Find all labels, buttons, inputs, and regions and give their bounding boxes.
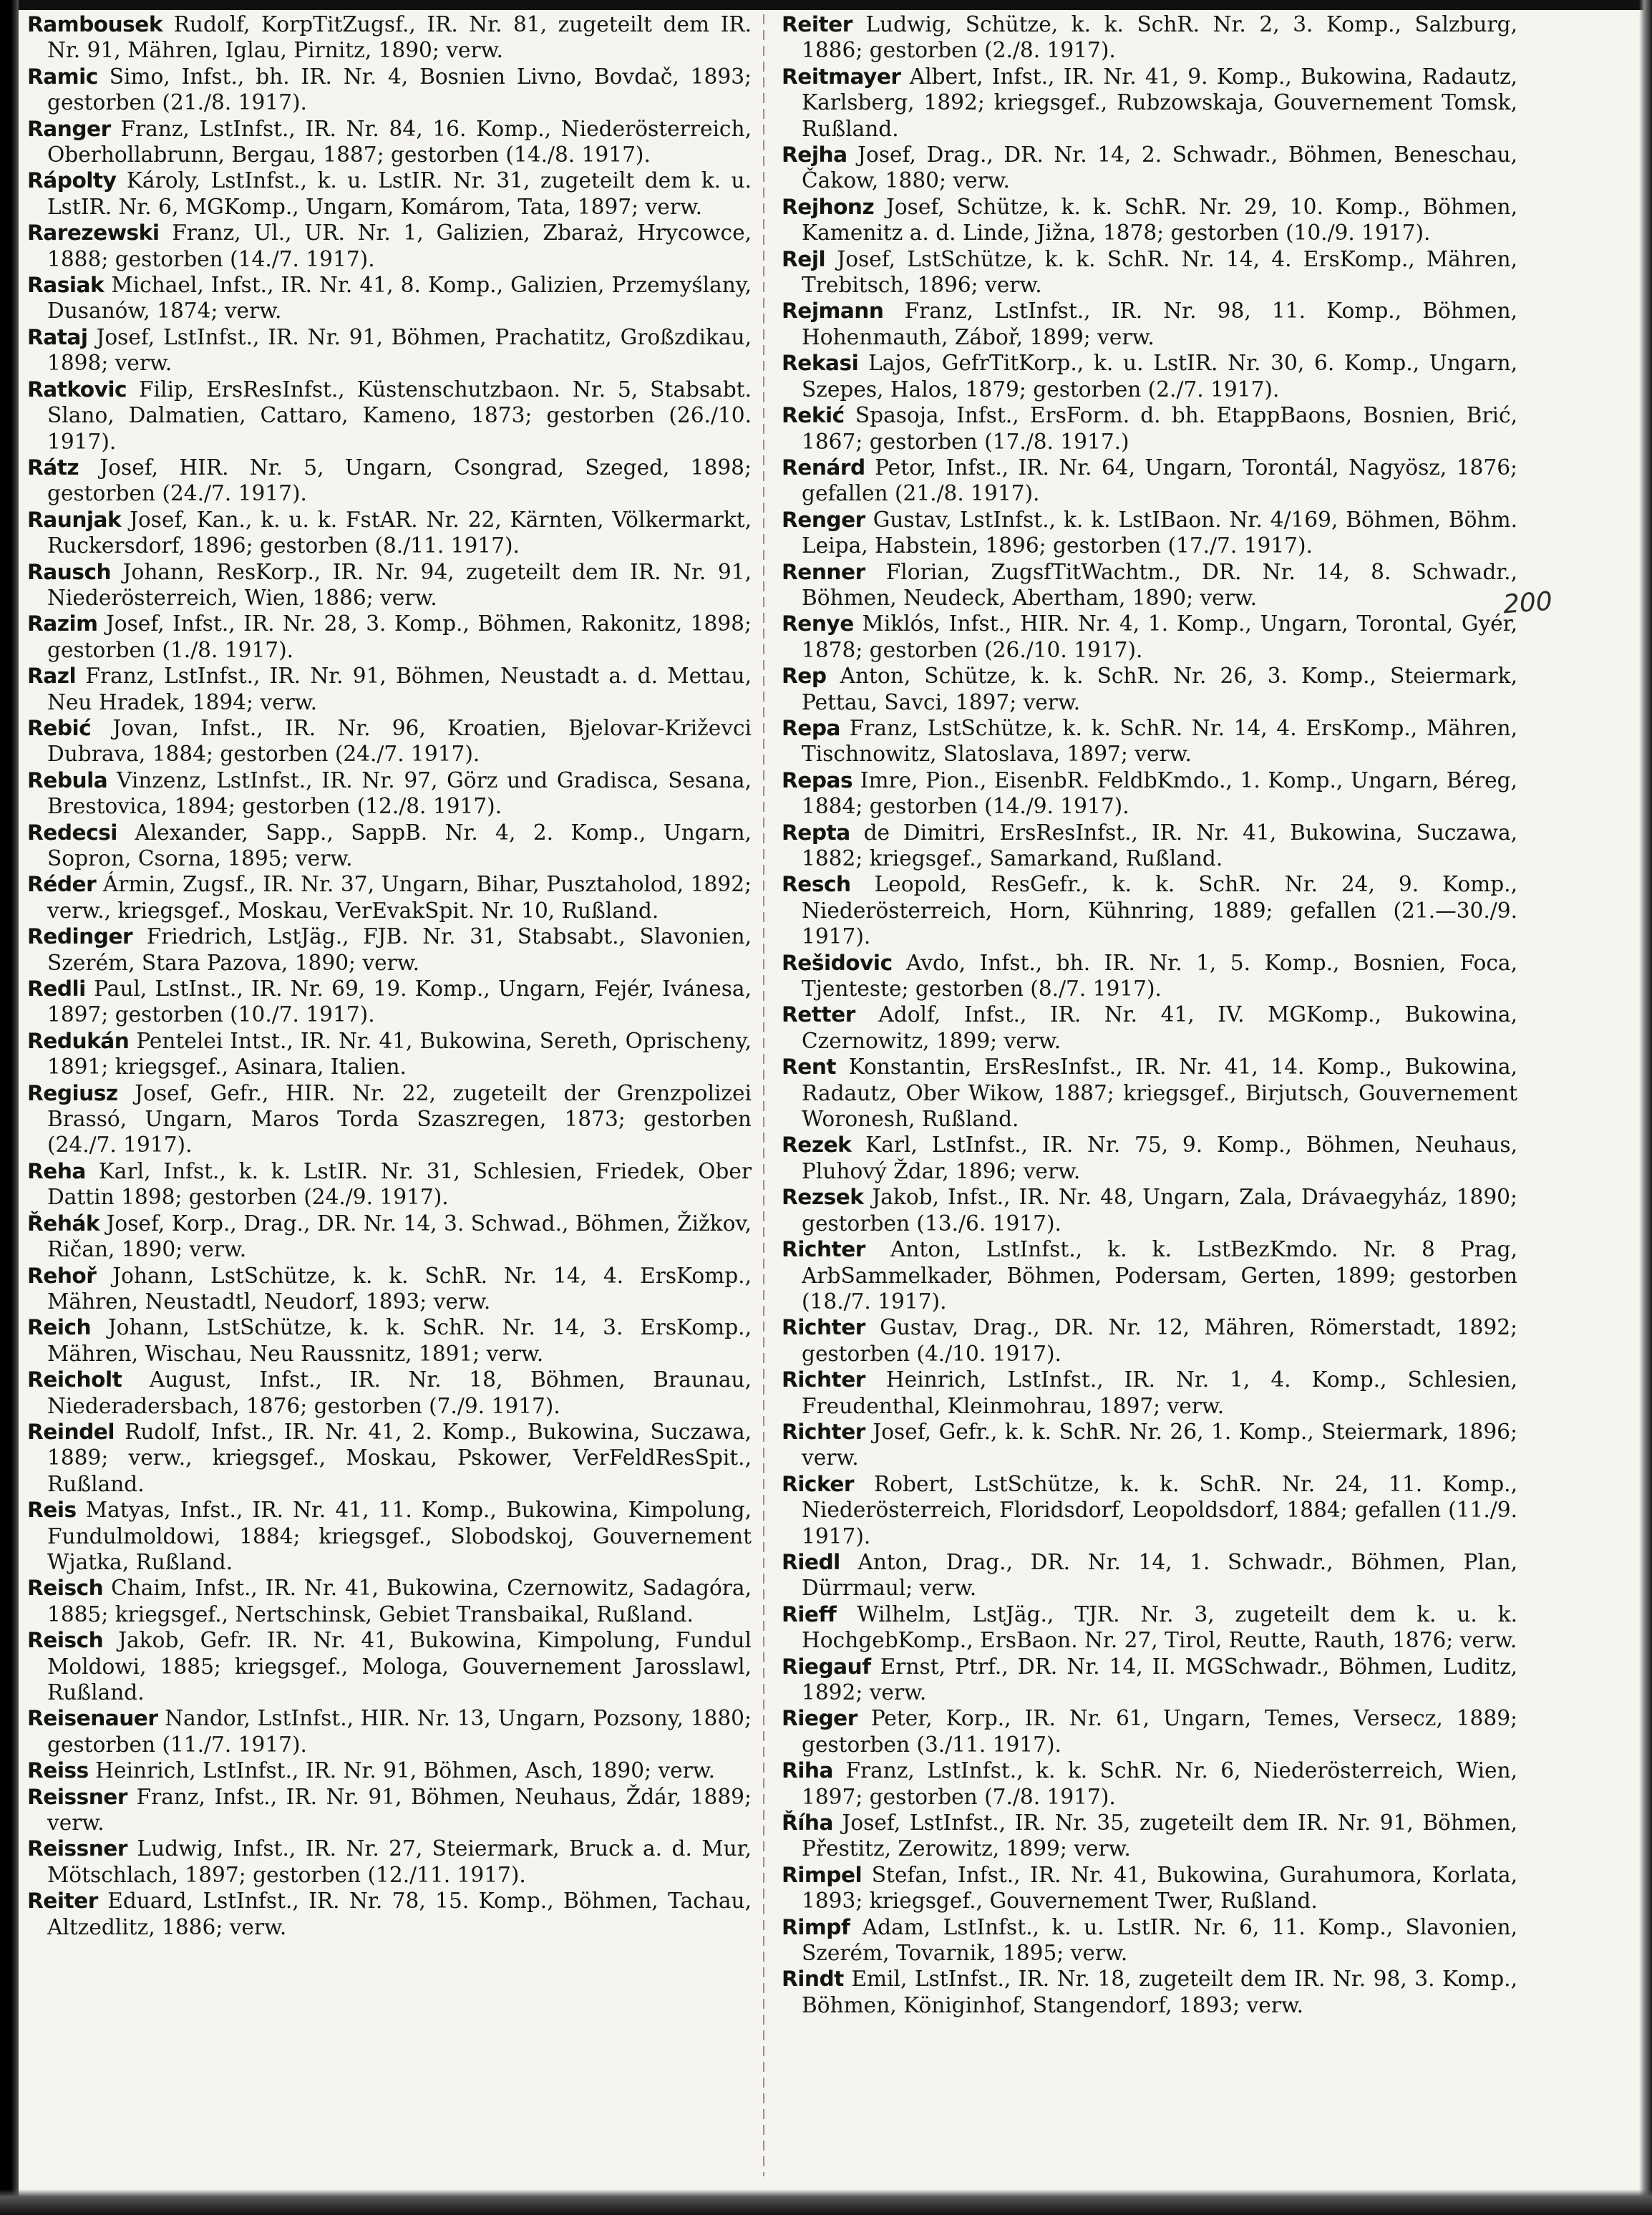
entry-surname: Rešidovic (782, 950, 893, 975)
entry-details: August, Infst., IR. Nr. 18, Böhmen, Braunau, Niederadersbach, 1876; gestorben (7./9. 1917). (47, 1367, 752, 1418)
entry-details: Josef, Kan., k. u. k. FstAR. Nr. 22, Kärnten, Völkermarkt, Ruckersdorf, 1896; gestorben (8./11. 1917). (47, 507, 752, 558)
entry-surname: Říha (782, 1811, 833, 1836)
entry-details: Josef, LstSchütze, k. k. SchR. Nr. 14, 4. ErsKomp., Mähren, Trebitsch, 1896; verw. (802, 246, 1517, 298)
entry-surname: Reha (27, 1158, 86, 1183)
list-entry (27, 1888, 752, 1940)
list-entry (782, 1758, 1517, 1810)
list-entry (782, 1236, 1517, 1314)
entry-surname: Richter (782, 1237, 865, 1262)
entry-details: Franz, LstInfst., IR. Nr. 84, 16. Komp., Niederösterreich, Oberhollabrunn, Bergau, 1887; gestorben (14./8. 1917). (47, 116, 752, 168)
entry-details: Ármin, Zugsf., IR. Nr. 37, Ungarn, Bihar, Pusztaholod, 1892; verw., kriegsgef., Moskau, VerEvakSpit. Nr. 10, Rußland. (47, 872, 752, 923)
entry-details: Heinrich, LstInfst., IR. Nr. 91, Böhmen, Asch, 1890; verw. (95, 1758, 716, 1783)
entry-surname: Riegauf (782, 1654, 871, 1679)
scan-edge-bottom (0, 2189, 1652, 2215)
entry-surname: Reitmayer (782, 64, 901, 89)
entry-surname: Rebula (27, 767, 108, 793)
list-entry (782, 1654, 1517, 1706)
entry-details: Avdo, Infst., bh. IR. Nr. 1, 5. Komp., Bosnien, Foca, Tjenteste; gestorben (8./7. 1917). (802, 950, 1517, 1002)
entry-details: Spasoja, Infst., ErsForm. d. bh. EtappBaons, Bosnien, Brić, 1867; gestorben (17./8. 1917.) (802, 403, 1517, 454)
entry-details: Johann, ResKorp., IR. Nr. 94, zugeteilt dem IR. Nr. 91, Niederösterreich, Wien, 1886; verw. (47, 559, 752, 610)
entry-details: Josef, Schütze, k. k. SchR. Nr. 29, 10. Komp., Böhmen, Kamenitz a. d. Linde, Jižna, 1878; gestorben (10./9. 1917). (802, 194, 1517, 246)
entry-surname: Reicholt (27, 1367, 122, 1392)
entry-details: Franz, Ul., UR. Nr. 1, Galizien, Zbaraż, Hrycowce, 1888; gestorben (14./7. 1917). (47, 220, 752, 271)
entry-surname: Reisenauer (27, 1706, 158, 1731)
list-entry (782, 64, 1517, 142)
list-entry (782, 767, 1517, 820)
list-entry (27, 64, 752, 116)
list-entry (782, 950, 1517, 1002)
entry-surname: Řehák (27, 1211, 100, 1236)
list-entry (27, 1627, 752, 1705)
entry-details: Peter, Korp., IR. Nr. 61, Ungarn, Temes, Versecz, 1889; gestorben (3./11. 1917). (802, 1706, 1517, 1757)
list-entry (782, 455, 1517, 507)
entry-details: Jovan, Infst., IR. Nr. 96, Kroatien, Bjelovar-Križevci Dubrava, 1884; gestorben (24./7. 1917). (47, 715, 752, 767)
entry-surname: Redecsi (27, 820, 117, 845)
entry-surname: Resch (782, 872, 851, 897)
entry-surname: Richter (782, 1367, 865, 1392)
entry-surname: Rieff (782, 1601, 837, 1627)
entry-surname: Razl (27, 664, 77, 689)
list-entry (782, 820, 1517, 872)
entry-surname: Retter (782, 1002, 855, 1027)
list-entry (27, 924, 752, 976)
column-divider (763, 14, 764, 2176)
entry-details: Friedrich, LstJäg., FJB. Nr. 31, Stabsabt., Slavonien, Szerém, Stara Pazova, 1890; verw. (47, 924, 752, 975)
list-entry (782, 559, 1517, 611)
list-entry (782, 1367, 1517, 1419)
list-entry (782, 402, 1517, 455)
entry-surname: Rimpel (782, 1862, 863, 1887)
handwritten-margin-note: 200 (1502, 586, 1554, 620)
list-entry (27, 1419, 752, 1497)
left-column (27, 11, 752, 2131)
entry-details: Stefan, Infst., IR. Nr. 41, Bukowina, Gurahumora, Korlata, 1893; kriegsgef., Gouvernement Twer, Rußland. (802, 1862, 1517, 1914)
entry-surname: Razim (27, 611, 98, 636)
entry-details: Florian, ZugsfTitWachtm., DR. Nr. 14, 8. Schwadr., Böhmen, Neudeck, Abertham, 1890; verw. (802, 559, 1517, 610)
entry-details: Pentelei Intst., IR. Nr. 41, Bukowina, Sereth, Oprischeny, 1891; kriegsgef., Asinara, Italien. (47, 1028, 752, 1080)
entry-surname: Repta (782, 820, 850, 845)
entry-surname: Reich (27, 1315, 92, 1340)
scan-edge-right (1639, 0, 1652, 2215)
list-entry (27, 272, 752, 324)
list-entry (27, 507, 752, 559)
entry-details: Franz, LstInfst., IR. Nr. 91, Böhmen, Neustadt a. d. Mettau, Neu Hradek, 1894; verw. (47, 664, 752, 714)
entry-surname: Reissner (27, 1784, 127, 1809)
list-entry (782, 1314, 1517, 1367)
entry-details: Ernst, Ptrf., DR. Nr. 14, II. MGSchwadr., Böhmen, Luditz, 1892; verw. (802, 1654, 1517, 1705)
entry-surname: Renner (782, 559, 865, 584)
list-entry (782, 871, 1517, 949)
entry-details: Alexander, Sapp., SappB. Nr. 4, 2. Komp., Ungarn, Sopron, Csorna, 1895; verw. (47, 820, 752, 871)
entry-surname: Rimpf (782, 1914, 850, 1939)
entry-details: Franz, Infst., IR. Nr. 91, Böhmen, Neuhaus, Ždár, 1889; verw. (47, 1784, 752, 1836)
list-entry (782, 1601, 1517, 1654)
list-entry (27, 1080, 752, 1158)
entry-surname: Rejl (782, 246, 826, 271)
entry-details: Rudolf, KorpTitZugsf., IR. Nr. 81, zugeteilt dem IR. Nr. 91, Mähren, Iglau, Pirnitz, 1890; verw. (47, 12, 752, 63)
list-entry (782, 1549, 1517, 1601)
entry-surname: Renger (782, 507, 865, 532)
list-entry (27, 1314, 752, 1367)
entry-details: Rudolf, Infst., IR. Nr. 41, 2. Komp., Bukowina, Suczawa, 1889; verw., kriegsgef., Moskau, Pskower, VerFeldResSpit., Rußland. (47, 1419, 752, 1496)
list-entry (27, 559, 752, 611)
entry-details: Nandor, LstInfst., HIR. Nr. 13, Ungarn, Pozsony, 1880; gestorben (11./7. 1917). (47, 1706, 752, 1757)
list-entry (782, 663, 1517, 715)
list-entry (27, 455, 752, 507)
entry-details: Albert, Infst., IR. Nr. 41, 9. Komp., Bukowina, Radautz, Karlsberg, 1892; kriegsgef., Rubzowskaja, Gouvernement Tomsk, Rußland. (802, 64, 1517, 141)
entry-surname: Redinger (27, 924, 133, 949)
entry-details: Michael, Infst., IR. Nr. 41, 8. Komp., Galizien, Przemyślany, Dusanów, 1874; verw. (47, 273, 752, 324)
entry-details: Emil, LstInfst., IR. Nr. 18, zugeteilt dem IR. Nr. 98, 3. Komp., Böhmen, Königinhof, Stangendorf, 1893; verw. (802, 1967, 1517, 2017)
list-entry (782, 1002, 1517, 1054)
entry-surname: Rekić (782, 403, 845, 428)
entry-surname: Rápolty (27, 168, 117, 193)
list-entry (27, 1028, 752, 1080)
list-entry (27, 1497, 752, 1575)
entry-surname: Riedl (782, 1549, 840, 1574)
entry-surname: Rambousek (27, 12, 163, 37)
entry-surname: Rarezewski (27, 220, 160, 246)
entry-details: Károly, LstInfst., k. u. LstIR. Nr. 31, zugeteilt dem k. u. LstIR. Nr. 6, MGKomp., Ungarn, Komárom, Tata, 1897; verw. (47, 168, 752, 219)
entry-details: Adam, LstInfst., k. u. LstIR. Nr. 6, 11. Komp., Slavonien, Szerém, Tovarnik, 1895; verw. (802, 1914, 1517, 1966)
entry-details: Josef, Infst., IR. Nr. 28, 3. Komp., Böhmen, Rakonitz, 1898; gestorben (1./8. 1917). (47, 611, 752, 662)
entry-surname: Rezsek (782, 1185, 864, 1210)
entry-details: Wilhelm, LstJäg., TJR. Nr. 3, zugeteilt dem k. u. k. HochgebKomp., ErsBaon. Nr. 27, Tirol, Reutte, Rauth, 1876; verw. (802, 1601, 1517, 1653)
entry-details: Johann, LstSchütze, k. k. SchR. Nr. 14, 4. ErsKomp., Mähren, Neustadtl, Neudorf, 1893; verw. (47, 1263, 752, 1314)
entry-details: Josef, HIR. Nr. 5, Ungarn, Csongrad, Szeged, 1898; gestorben (24./7. 1917). (47, 455, 752, 506)
list-entry (782, 611, 1517, 663)
list-entry (782, 1471, 1517, 1549)
entry-surname: Rejhonz (782, 194, 875, 219)
entry-details: Petor, Infst., IR. Nr. 64, Ungarn, Torontál, Nagyösz, 1876; gefallen (21./8. 1917). (802, 455, 1517, 506)
entry-details: Josef, LstInfst., IR. Nr. 91, Böhmen, Prachatitz, Großzdikau, 1898; verw. (47, 324, 752, 376)
list-entry (27, 377, 752, 455)
entry-surname: Reiter (27, 1889, 98, 1914)
list-entry (782, 1862, 1517, 1914)
entry-details: Josef, LstInfst., IR. Nr. 35, zugeteilt dem IR. Nr. 91, Böhmen, Přestitz, Zerowitz, 1899; verw. (802, 1811, 1517, 1861)
entry-surname: Renye (782, 611, 854, 636)
entry-details: Heinrich, LstInfst., IR. Nr. 1, 4. Komp., Schlesien, Freudenthal, Kleinmohrau, 1897; verw. (802, 1367, 1517, 1418)
entry-surname: Reissner (27, 1836, 127, 1861)
entry-details: Matyas, Infst., IR. Nr. 41, 11. Komp., Bukowina, Kimpolung, Fundulmoldowi, 1884; kriegsgef., Slobodskoj, Gouvernement Wjatka, Rußland. (47, 1498, 752, 1574)
list-entry (27, 1758, 752, 1783)
entry-details: Gustav, Drag., DR. Nr. 12, Mähren, Römerstadt, 1892; gestorben (4./10. 1917). (802, 1315, 1517, 1366)
list-entry (782, 1705, 1517, 1758)
entry-details: Robert, LstSchütze, k. k. SchR. Nr. 24, 11. Komp., Niederösterreich, Floridsdorf, Leopoldsdorf, 1884; gefallen (11./9. 1917). (802, 1471, 1517, 1548)
entry-details: Anton, LstInfst., k. k. LstBezKmdo. Nr. 8 Prag, ArbSammelkader, Böhmen, Podersam, Gerten, 1899; gestorben (18./7. 1917). (802, 1237, 1517, 1314)
entry-surname: Reindel (27, 1419, 115, 1444)
list-entry (27, 1367, 752, 1419)
list-entry (27, 976, 752, 1028)
entry-details: Adolf, Infst., IR. Nr. 41, IV. MGKomp., Bukowina, Czernowitz, 1899; verw. (802, 1002, 1517, 1053)
entry-surname: Rejmann (782, 299, 884, 324)
entry-details: Lajos, GefrTitKorp., k. u. LstIR. Nr. 30, 6. Komp., Ungarn, Szepes, Halos, 1879; gestorben (2./7. 1917). (802, 351, 1517, 402)
entry-surname: Rekasi (782, 351, 859, 376)
list-entry (27, 1836, 752, 1888)
entry-details: Imre, Pion., EisenbR. FeldbKmdo., 1. Komp., Ungarn, Béreg, 1884; gestorben (14./9. 1917). (802, 767, 1517, 819)
entry-details: Karl, Infst., k. k. LstIR. Nr. 31, Schlesien, Friedek, Ober Dattin 1898; gestorben (24./9. 1917). (47, 1158, 752, 1210)
entry-details: Ludwig, Schütze, k. k. SchR. Nr. 2, 3. Komp., Salzburg, 1886; gestorben (2./8. 1917). (802, 12, 1517, 63)
entry-surname: Rent (782, 1055, 837, 1080)
list-entry (27, 871, 752, 924)
list-entry (782, 350, 1517, 402)
list-entry (27, 1158, 752, 1211)
right-column (782, 11, 1517, 2131)
entry-details: Franz, LstInfst., IR. Nr. 98, 11. Komp., Böhmen, Hohenmauth, Záboř, 1899; verw. (802, 299, 1517, 349)
scan-edge-left (0, 0, 19, 2215)
entry-surname: Reisch (27, 1576, 104, 1601)
list-entry (27, 11, 752, 64)
entry-surname: Reiss (27, 1758, 89, 1783)
entry-details: Josef, Drag., DR. Nr. 14, 2. Schwadr., Böhmen, Beneschau, Čakow, 1880; verw. (802, 142, 1517, 193)
entry-details: Josef, Korp., Drag., DR. Nr. 14, 3. Schwad., Böhmen, Žižkov, Ričan, 1890; verw. (47, 1211, 752, 1262)
entry-surname: Rep (782, 664, 827, 689)
list-entry (782, 1054, 1517, 1132)
entry-surname: Repas (782, 767, 853, 793)
list-entry (782, 1419, 1517, 1471)
entry-details: Filip, ErsResInfst., Küstenschutzbaon. Nr. 5, Stabsabt. Slano, Dalmatien, Cattaro, Kameno, 1873; gestorben (26./10. 1917). (47, 377, 752, 454)
entry-details: Leopold, ResGefr., k. k. SchR. Nr. 24, 9. Komp., Niederösterreich, Horn, Kühnring, 1889; gefallen (21.—30./9. 1917). (802, 872, 1517, 949)
entry-surname: Renárd (782, 455, 865, 480)
list-entry (27, 611, 752, 663)
entry-details: Jakob, Infst., IR. Nr. 48, Ungarn, Zala, Drávaegyház, 1890; gestorben (13./6. 1917). (802, 1185, 1517, 1236)
entry-details: Chaim, Infst., IR. Nr. 41, Bukowina, Czernowitz, Sadagóra, 1885; kriegsgef., Nertschinsk, Gebiet Transbaikal, Rußland. (47, 1576, 752, 1627)
list-entry (782, 142, 1517, 194)
list-entry (782, 1810, 1517, 1862)
entry-surname: Rasiak (27, 273, 105, 298)
list-entry (782, 246, 1517, 299)
entry-surname: Repa (782, 715, 841, 740)
entry-surname: Réder (27, 872, 97, 897)
entry-surname: Regiusz (27, 1080, 118, 1105)
entry-surname: Richter (782, 1419, 865, 1444)
entry-surname: Rebić (27, 715, 92, 740)
list-entry (27, 715, 752, 767)
list-entry (782, 715, 1517, 767)
entry-surname: Rausch (27, 559, 112, 584)
list-entry (27, 663, 752, 715)
entry-surname: Rezek (782, 1133, 852, 1158)
list-entry (27, 820, 752, 872)
list-entry (782, 507, 1517, 559)
list-entry (782, 298, 1517, 350)
list-entry (27, 116, 752, 168)
entry-details: Franz, LstInfst., k. k. SchR. Nr. 6, Niederösterreich, Wien, 1897; gestorben (7./8. 1917). (802, 1758, 1517, 1809)
entry-surname: Reiter (782, 12, 852, 37)
entry-surname: Reis (27, 1498, 77, 1523)
entry-surname: Reisch (27, 1628, 104, 1653)
entry-surname: Richter (782, 1315, 865, 1340)
entry-surname: Rátz (27, 455, 79, 480)
list-entry (782, 1132, 1517, 1184)
entry-surname: Ratkovic (27, 377, 127, 402)
scan-edge-top (0, 0, 1652, 10)
entry-surname: Ranger (27, 116, 111, 141)
list-entry (27, 168, 752, 220)
entry-surname: Rindt (782, 1967, 844, 1992)
list-entry (782, 1184, 1517, 1236)
entry-details: Miklós, Infst., HIR. Nr. 4, 1. Komp., Ungarn, Torontal, Gyér, 1878; gestorben (26./10. 1917). (802, 611, 1517, 662)
entry-details: Konstantin, ErsResInfst., IR. Nr. 41, 14. Komp., Bukowina, Radautz, Ober Wikow, 1887; kriegsgef., Birjutsch, Gouvernement Woronesh, Rußland. (802, 1055, 1517, 1132)
entry-surname: Raunjak (27, 507, 122, 532)
list-entry (27, 1211, 752, 1263)
entry-details: Franz, LstSchütze, k. k. SchR. Nr. 14, 4. ErsKomp., Mähren, Tischnowitz, Slatoslava, 1897; verw. (802, 715, 1517, 767)
entry-surname: Redukán (27, 1028, 130, 1053)
entry-surname: Ramic (27, 64, 98, 89)
entry-details: Ludwig, Infst., IR. Nr. 27, Steiermark, Bruck a. d. Mur, Mötschlach, 1897; gestorben (12./11. 1917). (47, 1836, 752, 1887)
list-entry (27, 1575, 752, 1627)
list-entry (782, 1914, 1517, 1967)
list-entry (27, 324, 752, 377)
entry-details: Karl, LstInfst., IR. Nr. 75, 9. Komp., Böhmen, Neuhaus, Pluhový Ždar, 1896; verw. (802, 1133, 1517, 1183)
entry-details: Jakob, Gefr. IR. Nr. 41, Bukowina, Kimpolung, Fundul Moldowi, 1885; kriegsgef., Mologa, Gouvernement Jarosslawl, Rußland. (47, 1628, 752, 1705)
entry-details: Josef, Gefr., k. k. SchR. Nr. 26, 1. Komp., Steiermark, 1896; verw. (802, 1419, 1517, 1470)
entry-details: Johann, LstSchütze, k. k. SchR. Nr. 14, 3. ErsKomp., Mähren, Wischau, Neu Raussnitz, 1891; verw. (47, 1315, 752, 1366)
entry-surname: Rieger (782, 1706, 857, 1731)
entry-surname: Rehoř (27, 1263, 97, 1288)
entry-details: Eduard, LstInfst., IR. Nr. 78, 15. Komp., Böhmen, Tachau, Altzedlitz, 1886; verw. (47, 1889, 752, 1939)
entry-details: Anton, Schütze, k. k. SchR. Nr. 26, 3. Komp., Steiermark, Pettau, Savci, 1897; verw. (802, 664, 1517, 714)
entry-details: Gustav, LstInfst., k. k. LstIBaon. Nr. 4/169, Böhmen, Böhm. Leipa, Habstein, 1896; gestorben (17./7. 1917). (802, 507, 1517, 558)
entry-details: Paul, LstInst., IR. Nr. 69, 19. Komp., Ungarn, Fejér, Ivánesa, 1897; gestorben (10./7. 1917). (47, 976, 752, 1027)
list-entry (27, 220, 752, 272)
list-entry (782, 194, 1517, 246)
entry-surname: Redli (27, 976, 86, 1002)
entry-details: Anton, Drag., DR. Nr. 14, 1. Schwadr., Böhmen, Plan, Dürrmaul; verw. (802, 1549, 1517, 1601)
entry-details: Josef, Gefr., HIR. Nr. 22, zugeteilt der Grenzpolizei Brassó, Ungarn, Maros Torda Szaszregen, 1873; gestorben (24./7. 1917). (47, 1080, 752, 1158)
list-entry (27, 767, 752, 820)
entry-surname: Rejha (782, 142, 847, 168)
entry-details: Vinzenz, LstInfst., IR. Nr. 97, Görz und Gradisca, Sesana, Brestovica, 1894; gestorben (12./8. 1917). (47, 767, 752, 819)
list-entry (27, 1705, 752, 1758)
list-entry (782, 1966, 1517, 2018)
list-entry (27, 1263, 752, 1315)
entry-details: de Dimitri, ErsResInfst., IR. Nr. 41, Bukowina, Suczawa, 1882; kriegsgef., Samarkand, Rußland. (802, 820, 1517, 871)
entry-surname: Ricker (782, 1471, 855, 1496)
list-entry (27, 1784, 752, 1836)
entry-surname: Riha (782, 1758, 833, 1783)
list-entry (782, 11, 1517, 64)
entry-surname: Rataj (27, 324, 88, 349)
entry-details: Simo, Infst., bh. IR. Nr. 4, Bosnien Livno, Bovdač, 1893; gestorben (21./8. 1917). (47, 64, 752, 115)
